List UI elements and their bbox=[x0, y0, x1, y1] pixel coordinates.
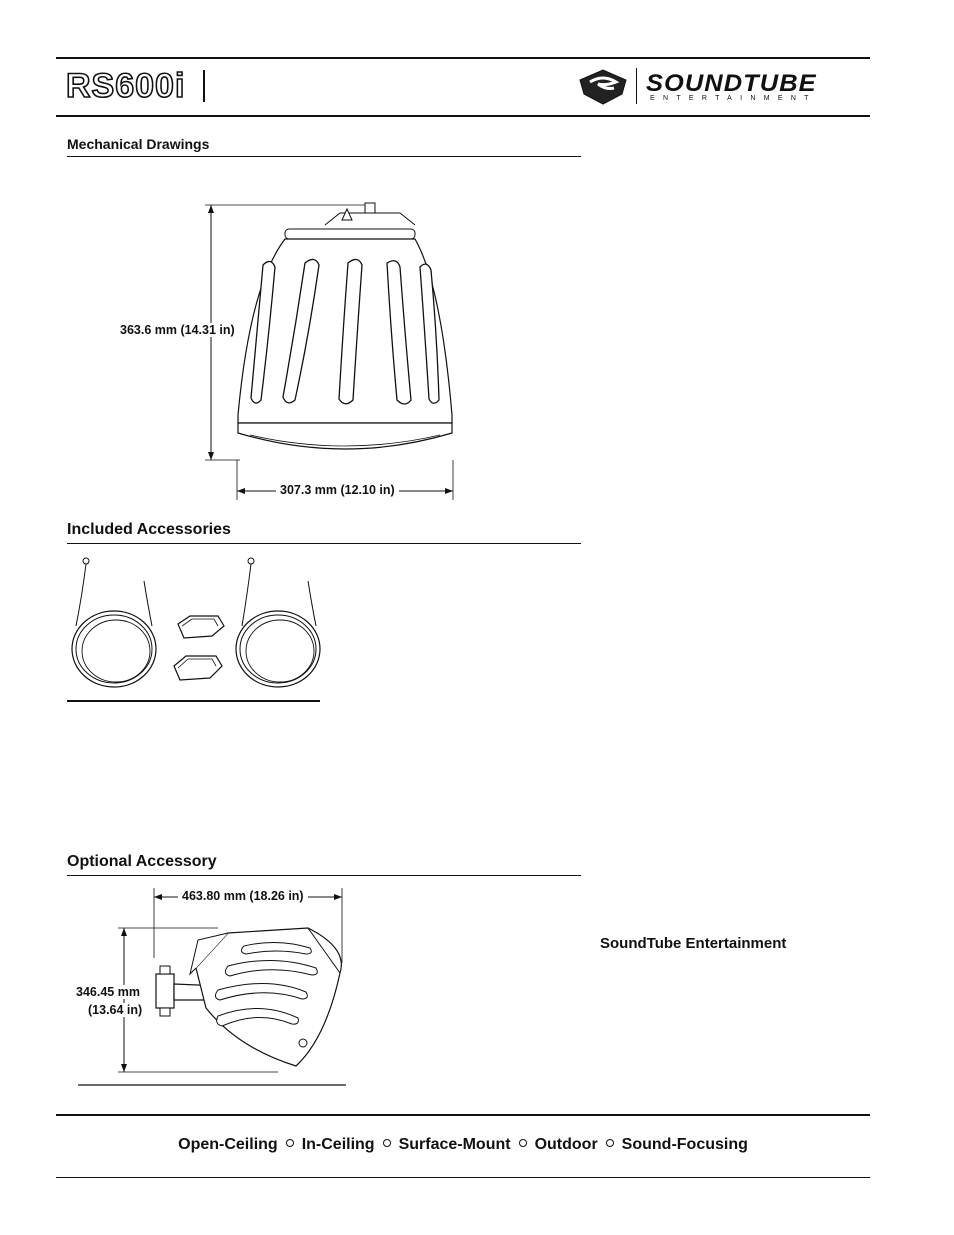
logo-divider bbox=[636, 68, 637, 104]
bullet-icon bbox=[519, 1139, 527, 1147]
bullet-icon bbox=[286, 1139, 294, 1147]
footer-tagline bbox=[56, 1136, 870, 1154]
brand-name: SOUNDTUBE bbox=[646, 70, 817, 97]
optional-width-label: 463.80 mm (18.26 in) bbox=[178, 889, 308, 903]
bullet-icon bbox=[606, 1139, 614, 1147]
speaker-front-drawing bbox=[205, 195, 505, 505]
mechanical-title: Mechanical Drawings bbox=[67, 136, 210, 152]
included-bottom-rule bbox=[67, 700, 320, 702]
footer-bottom-rule bbox=[56, 1177, 870, 1178]
optional-rule bbox=[67, 875, 581, 876]
mechanical-height-label: 363.6 mm (14.31 in) bbox=[120, 323, 235, 337]
header-bottom-rule bbox=[56, 115, 870, 117]
included-rule bbox=[67, 543, 581, 544]
included-accessories-drawing bbox=[64, 556, 324, 696]
footer-item-sound-focusing: Sound-Focusing bbox=[621, 1136, 748, 1153]
soundtube-logo-icon bbox=[576, 64, 630, 108]
optional-title: Optional Accessory bbox=[67, 853, 217, 870]
brand-logo bbox=[576, 64, 870, 108]
mechanical-width-label: 307.3 mm (12.10 in) bbox=[276, 483, 399, 497]
company-name: SoundTube Entertainment bbox=[600, 935, 787, 952]
optional-height-label-line2: (13.64 in) bbox=[88, 1003, 143, 1017]
brand-sub: ENTERTAINMENT bbox=[650, 95, 817, 102]
model-name: RS600i bbox=[66, 67, 186, 105]
footer-item-open-ceiling: Open-Ceiling bbox=[178, 1136, 278, 1153]
footer-item-surface-mount: Surface-Mount bbox=[398, 1136, 511, 1153]
bullet-icon bbox=[383, 1139, 391, 1147]
model-divider bbox=[203, 70, 205, 102]
footer-item-in-ceiling: In-Ceiling bbox=[301, 1136, 375, 1153]
header-top-rule bbox=[56, 57, 870, 59]
mechanical-rule bbox=[67, 156, 581, 157]
optional-height-label-line1: 346.45 mm bbox=[76, 985, 140, 999]
included-title: Included Accessories bbox=[67, 521, 231, 538]
footer-item-outdoor: Outdoor bbox=[534, 1136, 598, 1153]
footer-top-rule bbox=[56, 1114, 870, 1116]
